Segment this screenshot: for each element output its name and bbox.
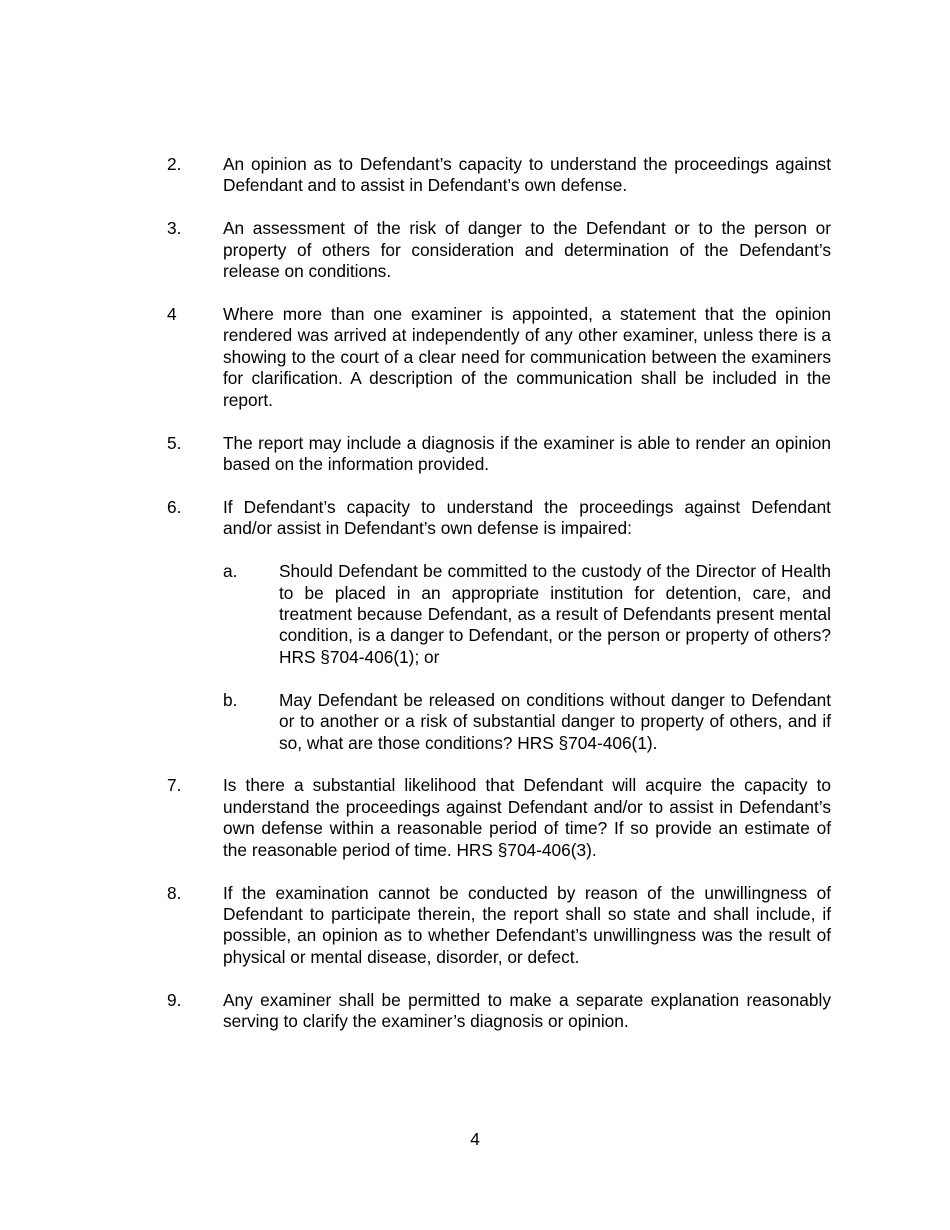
item-body [223,218,831,282]
item-text: Is there a substantial likelihood that Defendant will acquire the capacity to understand the proceedings against Defendant and/or to assist in Defendant’s own defense within a reasonable period of time? If so provide an estimate of the reasonable period of time. HRS §704-406(3). [223,775,831,860]
item-number: 6. [167,496,182,517]
item-body [223,497,831,754]
item-text: Where more than one examiner is appointed, a statement that the opinion rendered was arrived at independently of any other examiner, unless there is a showing to the court of a clear need for communication between the examiners for clarification. A description of the communication shall be included in the report. [223,304,831,410]
item-body [223,433,831,476]
item-number: 9. [167,989,182,1010]
item-body [223,775,831,861]
list-item-2 [167,154,831,197]
item-text: If the examination cannot be conducted by reason of the unwillingness of Defendant to participate therein, the report shall so state and shall include, if possible, an opinion as to whether Defendant’s unwillingness was the result of physical or mental disease, disorder, or defect. [223,882,831,967]
item-text: The report may include a diagnosis if the examiner is able to render an opinion based on the information provided. [223,432,831,474]
sub-item-text: Should Defendant be committed to the custody of the Director of Health to be placed in an appropriate institution for detention, care, and treatment because Defendant, as a result of Defendants present mental condition, is a danger to Defendant, or the person or property of others? HRS §704-406(1); or [279,561,831,667]
item-number: 8. [167,882,182,903]
sub-item-b [223,690,831,754]
item-text: If Defendant’s capacity to understand the proceedings against Defendant and/or assist in Defendant’s own defense is impaired: [223,496,831,539]
item-text: Any examiner shall be permitted to make a separate explanation reasonably serving to clarify the examiner’s diagnosis or opinion. [223,989,831,1032]
list-item-6 [167,497,831,754]
sub-item-a [223,561,831,668]
list-item-9 [167,990,831,1033]
list-item-4 [167,304,831,411]
list-item-5 [167,433,831,476]
item-body [223,154,831,197]
page-number: 4 [470,1129,480,1149]
item-number: 7. [167,775,182,796]
sub-item-text: May Defendant be released on conditions without danger to Defendant or to another or a risk of substantial danger to property of others, and if so, what are those conditions? HRS §704-406(1). [279,689,831,753]
item-number: 4 [167,304,177,325]
item-body [223,990,831,1033]
list-item-8 [167,883,831,969]
list-item-7 [167,775,831,861]
list-item-3 [167,218,831,282]
item-text: An opinion as to Defendant’s capacity to understand the proceedings against Defendant and to assist in Defendant’s own defense. [223,154,831,196]
item-number: 2. [167,154,182,174]
item-number: 5. [167,432,182,453]
item-body [223,883,831,969]
numbered-list [167,154,831,1054]
sub-list [223,561,831,754]
item-number: 3. [167,218,182,239]
sub-item-letter: a. [223,561,238,582]
sub-item-letter: b. [223,689,238,710]
item-body [223,304,831,411]
item-text: An assessment of the risk of danger to the Defendant or to the person or property of others for consideration and determination of the Defendant’s release on conditions. [223,218,831,282]
